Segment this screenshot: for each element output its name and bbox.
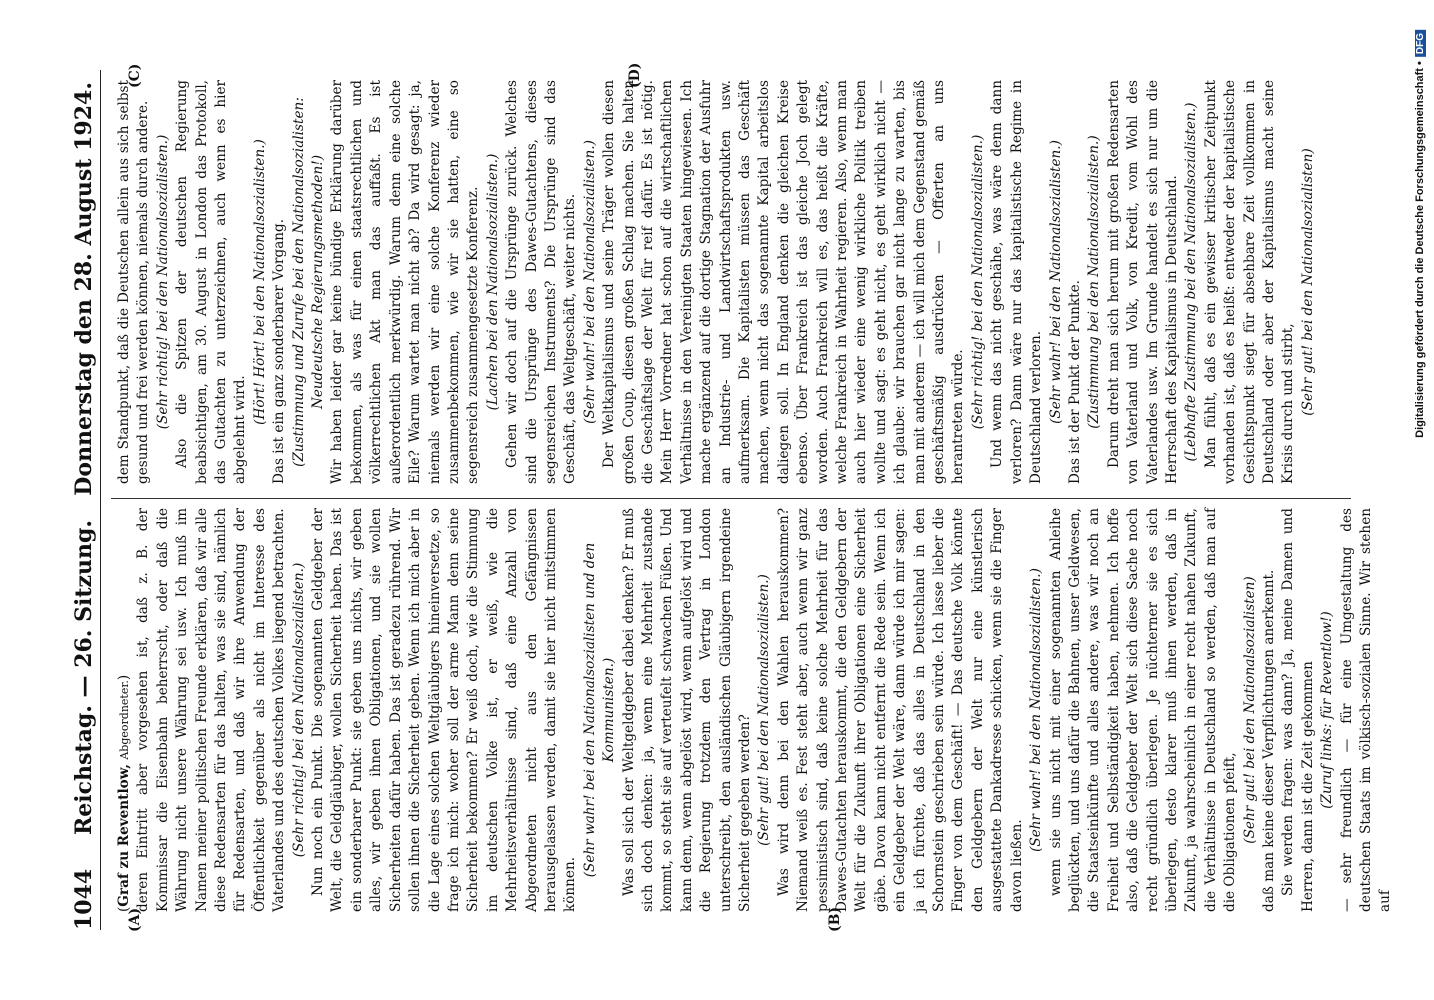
digitization-credit [1402,30,1426,990]
interjection: (Lebhafte Zustimmung bei den Nationalsozialisten.) [1183,102,1200,462]
margin-marker-a: (A) [127,907,143,932]
margin-marker-d: (D) [627,62,643,88]
paragraph: daß man keine dieser Verpflichtungen anerkennt. [1260,569,1277,912]
paragraph: wenn sie uns nicht mit einer sogenannten Anleihe beglückten, und uns dafür die Bahnen, unser Geldwesen, die Staatseinkünfte und alles andere, was wir noch an Freiheit und Selbständigkeit haben, nehmen. Ich hoffe also, daß die Geldgeber der Welt sich diese Sache noch recht gründlich überlegen. Je nüchterner sie es sich überlegen, desto klarer muß ihnen werden, daß in Zukunft, ja wahrscheinlich in einer recht nahen Zukunft, die Verhältnisse in Deutschland so werden, daß man auf die Obligationen pfeift, [1047,508,1239,912]
running-title-left: Reichstag. — 26. Sitzung. [71,519,97,835]
paragraph: Also die Spitzen der deutschen Regierung beabsichtigen, am 30. August in London das Protokoll, das Gutachten zu unterzeichnen, auch wenn es hier abgelehnt wird. [174,80,249,484]
interjection: (Sehr wahr! bei den Nationalsozialisten und den Kommunisten.) [581,542,618,878]
rotated-page [67,62,1394,932]
interjection: (Sehr richtig! bei den Nationalsozialisten.) [154,134,171,430]
interjection: (Sehr wahr! bei den Nationalsozialisten.) [1047,140,1064,424]
interjection: (Sehr wahr! bei den Nationalsozialisten.) [581,140,598,424]
paragraph: — sehr freundlich — für eine Umgestaltung des deutschen Staats im völkisch-sozialen Sinne. Wir stehen auf [1338,508,1394,912]
speaker-line: (Graf zu Reventlow, Abgeordneter.) [116,674,132,912]
paragraph: Nun noch ein Punkt. Die sogenannten Geldgeber der Welt, die Geldgläubiger, wollen Sicherheit haben. Das ist ein sonderbarer Punkt: sie geben uns nichts, wir geben alles, wir geben ihnen Obligationen, und sie wollen Sicherheiten dafür haben. Das ist geradezu rührend. Wir sollen ihnen die Sicherheit geben. Wenn ich mich aber in die Lage eines solchen Weltgläubigers hineinversetze, so frage ich mich: woher soll der arme Mann denn seine Sicherheit bekommen? Er weiß doch, wie die Stimmung im deutschen Volke ist, er weiß, wie die Mehrheitsverhältnisse sind, daß eine Anzahl von Abgeordneten nicht aus den Gefängnissen herausgelassen werden, damit sie hier nicht mitstimmen können. [310,508,579,912]
page-number: 1044 [71,868,97,930]
paragraph: Das ist ein ganz sonderbarer Vorgang. [271,218,288,484]
interjection: (Zustimmung und Zurufe bei den Nationalsozialisten: Neudeutsche Regierungsmethoden!) [290,97,327,467]
left-column [115,508,1394,912]
paragraph: Das ist der Punkt der Punkte. [1066,280,1083,484]
paragraph: dem Standpunkt, daß die Deutschen allein aus sich selbst gesund und frei werden können, niemals durch andere. [116,80,152,484]
interjection: (Zustimmung bei den Nationalsozialisten.) [1086,135,1103,429]
right-column [115,80,1345,484]
interjection: (Sehr richtig! bei den Nationalsozialisten.) [290,562,307,858]
paragraph: Was soll sich der Weltgeldgeber dabei denken? Er muß sich doch denken: ja, wenn eine Mehrheit zustande kommt, so steht sie auf verteufelt schwachen Füßen. Und kann denn, wenn abgelöst wird, wenn aufgelöst wird und die Regierung trotzdem den Vertrag in London unterschreibt, den ausländischen Gläubigern irgendeine Sicherheit gegeben werden? [620,508,753,912]
running-title [71,70,97,835]
page-header [67,70,101,930]
margin-marker-b: (B) [827,906,843,932]
paragraph: Darum dreht man sich herum mit großen Redensarten von Vaterland und Volk, von Kredit, vom Wohl des Vaterlandes usw. Im Grunde handelt es sich nur um die Herrschaft des Kapitalismus in Deutschland. [1105,80,1180,484]
speaker-suffix: Abgeordneter. [118,680,131,760]
credit-text: Digitalisierung gefördert durch die Deutsche Forschungsgemeinschaft • [1414,61,1426,438]
interjection: (Sehr wahr! bei den Nationalsozialisten.) [1028,568,1045,852]
interjection: (Sehr gut! bei den Nationalsozialisten) [1241,576,1258,844]
dfg-logo: DFG [1415,30,1426,57]
paragraph: Der Weltkapitalismus und seine Träger wollen diesen großen Coup, diesen großen Schlag machen. Sie halten die Geschäftslage der Welt für reif dafür. Es ist nötig. Mein Herr Vorredner hat schon auf die wirtschaftlichen Verhältnisse in den Vereinigten Staaten hingewiesen. Ich mache ergänzend auf die dortige Stagnation der Ausfuhr an Industrie- und Landwirtschaftsprodukten usw. aufmerksam. Die Kapitalisten müssen das Geschäft machen, wenn nicht das sogenannte Kapital arbeitslos daliegen soll. In England denken die gleichen Kreise ebenso. Über Frankreich ist das gleiche Joch gelegt worden. Auch Frankreich will es, das heißt die Kräfte, welche Frankreich in Wahrheit regieren. Also, wenn man auch hier wieder eine wenig wirkliche Politik treiben wollte und sagt: es geht nicht, es geht wirklich nicht — ich glaube: wir brauchen gar nicht lange zu warten, bis man mit anderem — ich will mich dem Gegenstand gemäß geschäftsmäßig ausdrücken — Offerten an uns herantreten würde. [601,80,967,484]
interjection: (Zuruf links: für Reventlow!) [1319,611,1336,809]
margin-marker-c: (C) [127,63,143,88]
column-divider [111,498,1351,499]
interjection: (Sehr richtig! bei den Nationalsozialisten.) [969,134,986,430]
interjection: (Hört! Hört! bei den Nationalsozialisten.) [251,139,268,425]
speaker-name: Graf zu Reventlow, [116,763,132,907]
interjection: (Sehr gut! bei den Nationalsozialisten) [1299,148,1316,416]
running-title-right: Donnerstag den 28. August 1924. [71,82,97,496]
paragraph: Was wird denn bei den Wahlen herauskommen? Niemand weiß es. Fest steht aber, auch wenn wir ganz pessimistisch sind, daß keine solche Mehrheit für das Dawes-Gutachten herauskommt, die den Geldgebern der Welt für die Zukunft ihrer Obligationen eine Sicherheit gäbe. Davon kann nicht entfernt die Rede sein. Wenn ich ein Geldgeber der Welt wäre, dann würde ich mir sagen: ja ich fürchte, daß das alles in Deutschland in den Schornstein geschrieben sein würde. Ich lasse lieber die Finger von dem Geschäft! — Das deutsche Volk könnte den Geldgebern der Welt nur eine künstlerisch ausgestattete Dankadresse schicken, wenn sie die Finger davon ließen. [775,508,1025,912]
paragraph: Wir haben leider gar keine bündige Erklärung darüber bekommen, als was für einen staatsrechtlichen und völkerrechtlichen Akt man das auffaßt. Es ist außerordentlich merkwürdig. Warum denn eine solche Eile? Warum wartet man nicht ab? Da wird gesagt: ja, niemals werden wir eine solche Konferenz wieder zusammenbekommen, wie wir sie hatten, eine so segensreich zusammengesetzte Konferenz. [329,80,482,484]
paragraph: deren Eintritt aber vorgesehen ist, daß z. B. der Kommissar die Eisenbahn beherrscht, oder daß die Währung nicht unsere Währung sei usw. Ich muß im Namen meiner politischen Freunde erklären, daß wir alle diese Redensarten für das halten, was sie sind, nämlich für Redensarten, und daß wir ihre Anwendung der Öffentlichkeit gegenüber als nicht im Interesse des Vaterlandes und des deutschen Volkes liegend betrachten. [135,508,288,912]
paragraph: Man fühlt, daß es ein gewisser kritischer Zeitpunkt vorhanden ist, daß es heißt: entweder der kapitalistische Gesichtspunkt siegt für absehbare Zeit vollkommen in Deutschland oder aber der Kapitalismus macht seine Krisis durch und stirbt, [1202,80,1297,484]
paragraph: Sie werden fragen: was dann? Ja, meine Damen und Herren, dann ist die Zeit gekommen [1280,508,1316,912]
paragraph: Und wenn das nicht geschähe, was wäre denn dann verloren? Dann wäre nur das kapitalistische Regime in Deutschland verloren. [989,80,1045,484]
paragraph: Gehen wir doch auf die Ursprünge zurück. Welches sind die Ursprünge des Dawes-Gutachtens, dieses segensreichen Instruments? Die Ursprünge sind das Geschäft, das Weltgeschäft, weiter nichts. [504,80,579,484]
interjection: (Lachen bei den Nationalsozialisten.) [484,153,501,411]
interjection: (Sehr gut! bei den Nationalsozialisten.) [756,574,773,846]
